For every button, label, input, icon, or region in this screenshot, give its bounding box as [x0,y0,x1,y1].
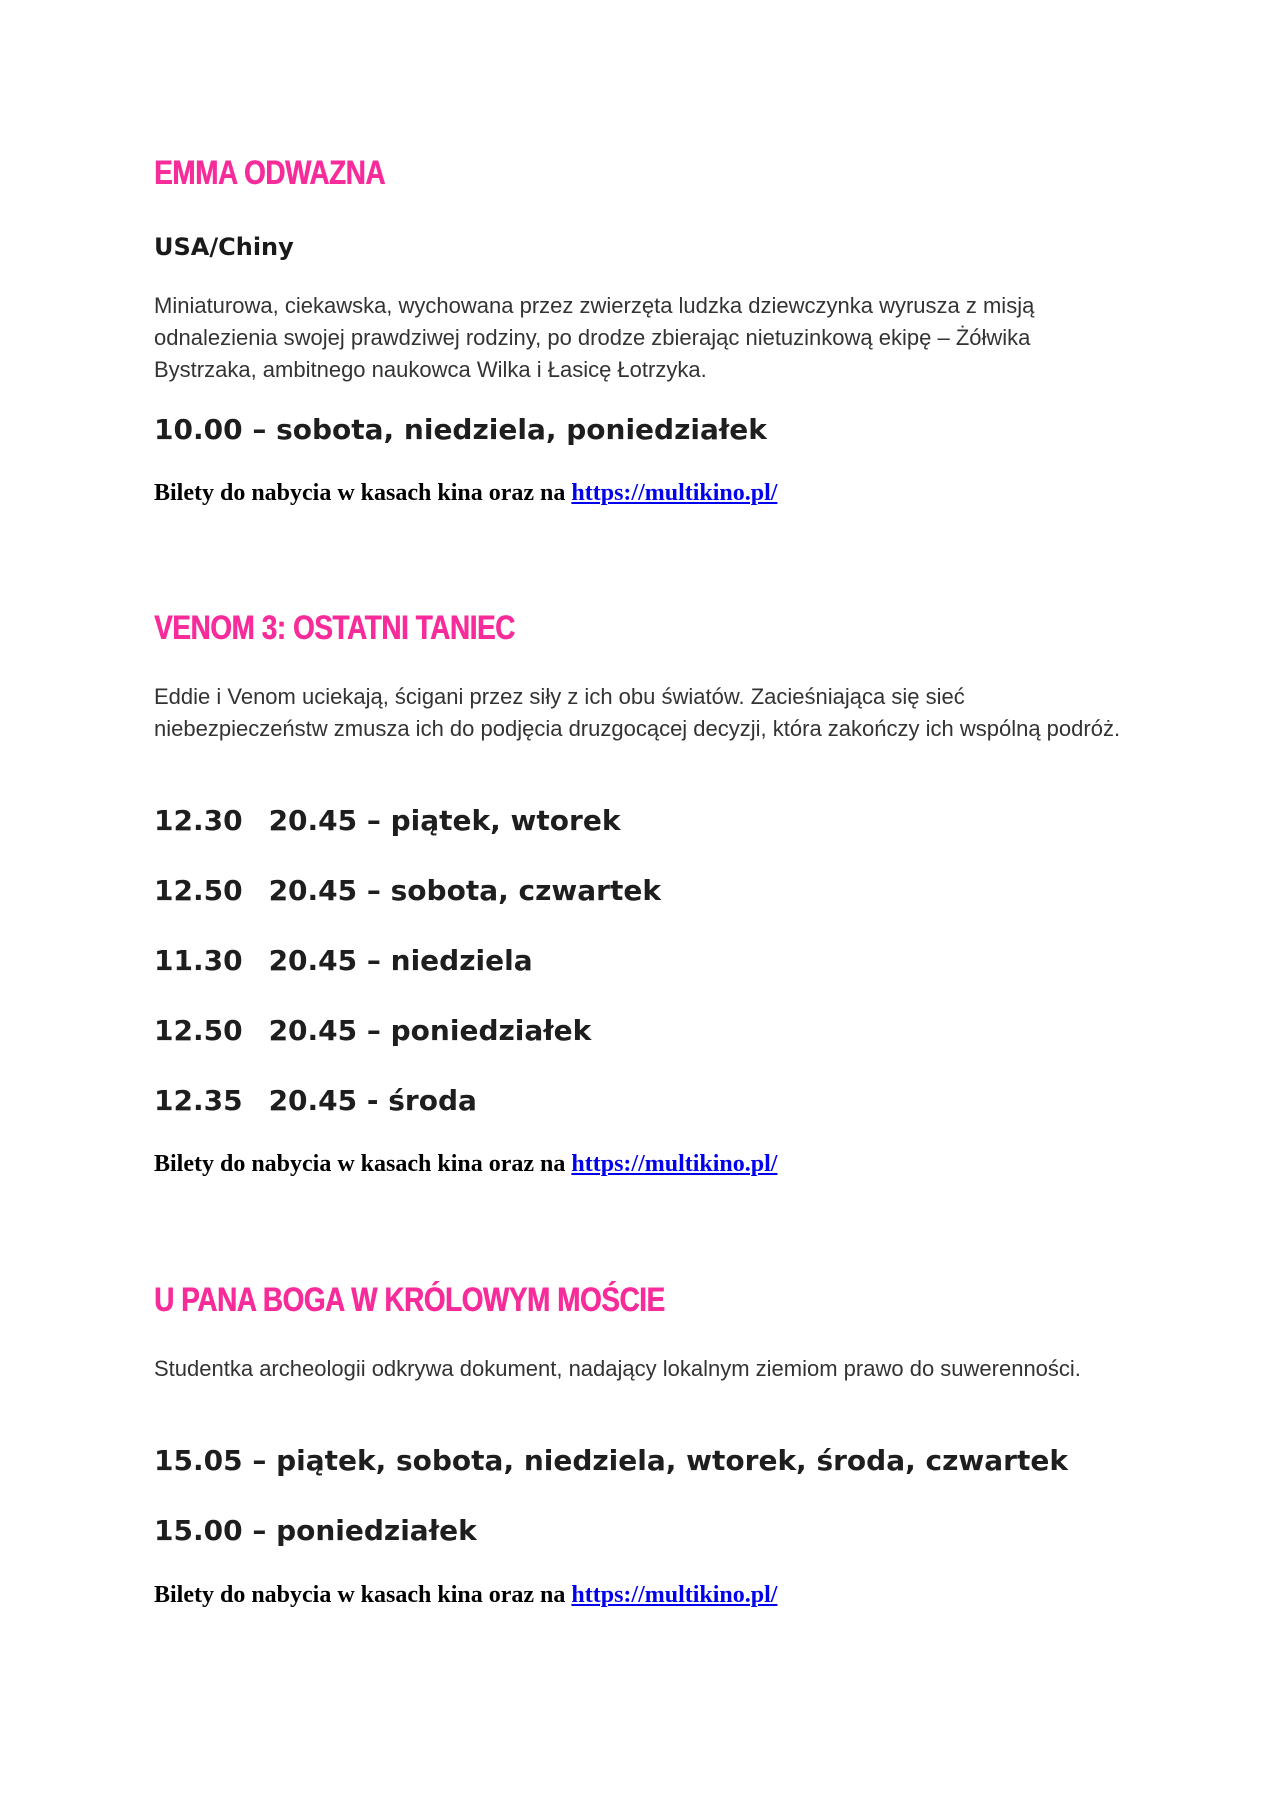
movie-description: Eddie i Venom uciekają, ścigani przez siły z ich obu światów. Zacieśniająca się sieć niebezpieczeństw zmusza ich do podjęcia druzgocącej decyzji, która zakończy ich wspólną podróż. [154,684,1121,741]
movie-title: U PANA BOGA W KRÓLOWYM MOŚCIE [154,1281,665,1319]
showtime-first: 12.50 [154,1014,243,1047]
tickets-line [154,1151,777,1178]
showtime-second: 20.45 – piątek, wtorek [268,804,621,837]
showtime-line: 15.05 – piątek, sobota, niedziela, wtorek, środa, czwartek [154,1444,1068,1477]
multikino-link[interactable]: https://multikino.pl/ [571,1151,778,1177]
showtime-first: 12.30 [154,804,243,837]
showtime-line [154,944,533,977]
showtime-first: 12.35 [154,1084,243,1117]
showtime-second: 20.45 – sobota, czwartek [268,874,661,907]
showtime-first: 12.50 [154,874,243,907]
showtime-second: 20.45 - środa [268,1084,477,1117]
showtime-first: 11.30 [154,944,243,977]
showtime-second: 20.45 – niedziela [268,944,533,977]
multikino-link[interactable]: https://multikino.pl/ [571,480,778,506]
tickets-text: Bilety do nabycia w kasach kina oraz na [154,1582,566,1608]
movie-description: Miniaturowa, ciekawska, wychowana przez zwierzęta ludzka dziewczynka wyrusza z misją odnalezienia swojej prawdziwej rodziny, po drodze zbierając nietuzinkową ekipę – Żółwika Bystrzaka, ambitnego naukowca Wilka i Łasicę Łotrzyka. [154,293,1035,382]
movie-title: VENOM 3: OSTATNI TANIEC [154,609,515,647]
tickets-line [154,480,777,507]
tickets-text: Bilety do nabycia w kasach kina oraz na [154,480,566,506]
movie-country: USA/Chiny [154,233,294,261]
showtime-second: 20.45 – poniedziałek [268,1014,592,1047]
multikino-link[interactable]: https://multikino.pl/ [571,1582,778,1608]
showtime-line [154,1084,477,1117]
tickets-text: Bilety do nabycia w kasach kina oraz na [154,1151,566,1177]
showtime-line [154,1014,591,1047]
showtime-line [154,804,620,837]
showtime-line [154,874,661,907]
showtime-line: 10.00 – sobota, niedziela, poniedziałek [154,413,767,446]
movie-description: Studentka archeologii odkrywa dokument, nadający lokalnym ziemiom prawo do suwerenności. [154,1356,1081,1381]
tickets-line [154,1582,777,1609]
movie-title: EMMA ODWAZNA [154,154,386,192]
showtime-line: 15.00 – poniedziałek [154,1514,477,1547]
